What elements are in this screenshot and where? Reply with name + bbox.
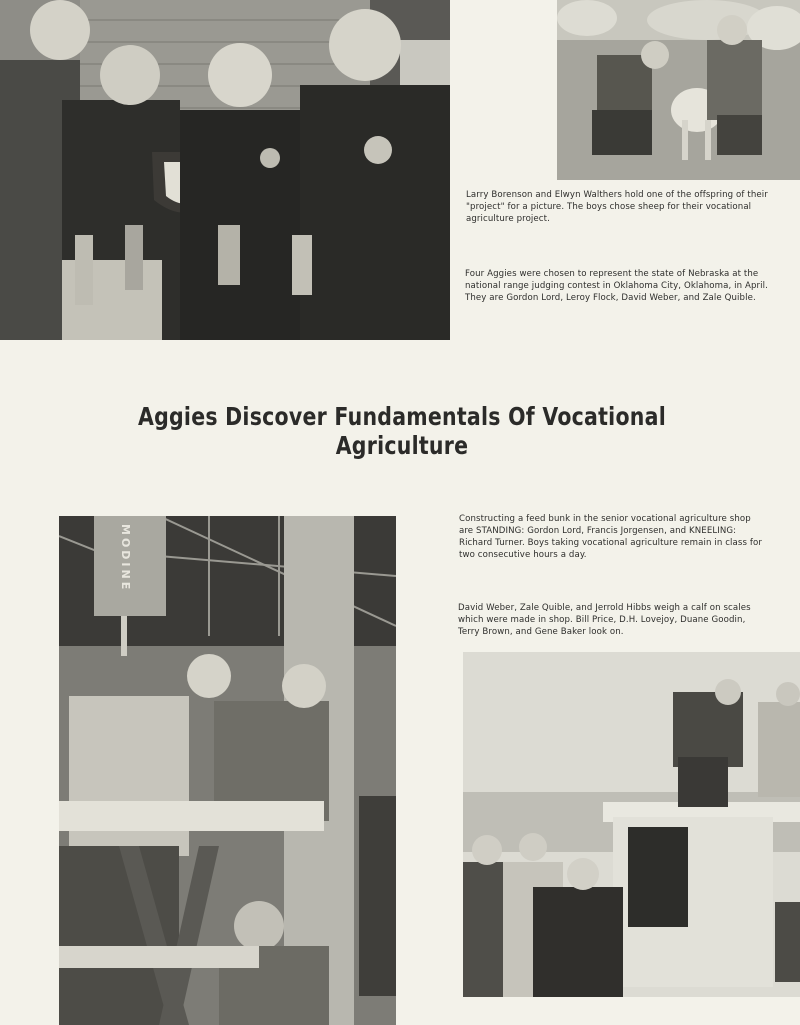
range-judging-caption: Four Aggies were chosen to represent the state of Nebraska at the national range judging contest in Oklahoma City, Oklahoma, in April. They are Gordon Lord, Leroy Flock, David Weber, and Zale Quible.: [465, 269, 768, 303]
calf-scales-photo: [463, 652, 800, 997]
heater-sign-text: MODINE: [119, 524, 132, 593]
feed-bunk-caption: Constructing a feed bunk in the senior vocational agriculture shop are STANDING: Gordon Lord, Francis Jorgensen, and KNEELING: Richard Turner. Boys taking vocational agriculture remain in class for two consecutive hours a day.: [459, 514, 763, 560]
feed-bunk-shop-photo: [59, 516, 396, 1025]
range-judging-team-photo: [0, 0, 450, 340]
page-headline: Aggies Discover Fundamentals Of Vocational Agriculture: [137, 402, 666, 460]
sheep-caption: Larry Borenson and Elwyn Walthers hold one of the offspring of their "project" for a picture. The boys chose sheep for their vocational agriculture project.: [466, 190, 768, 224]
calf-scales-caption: David Weber, Zale Quible, and Jerrold Hibbs weigh a calf on scales which were made in shop. Bill Price, D.H. Lovejoy, Duane Goodin, Terry Brown, and Gene Baker look on.: [458, 603, 751, 637]
sheep-project-photo: [557, 0, 800, 180]
